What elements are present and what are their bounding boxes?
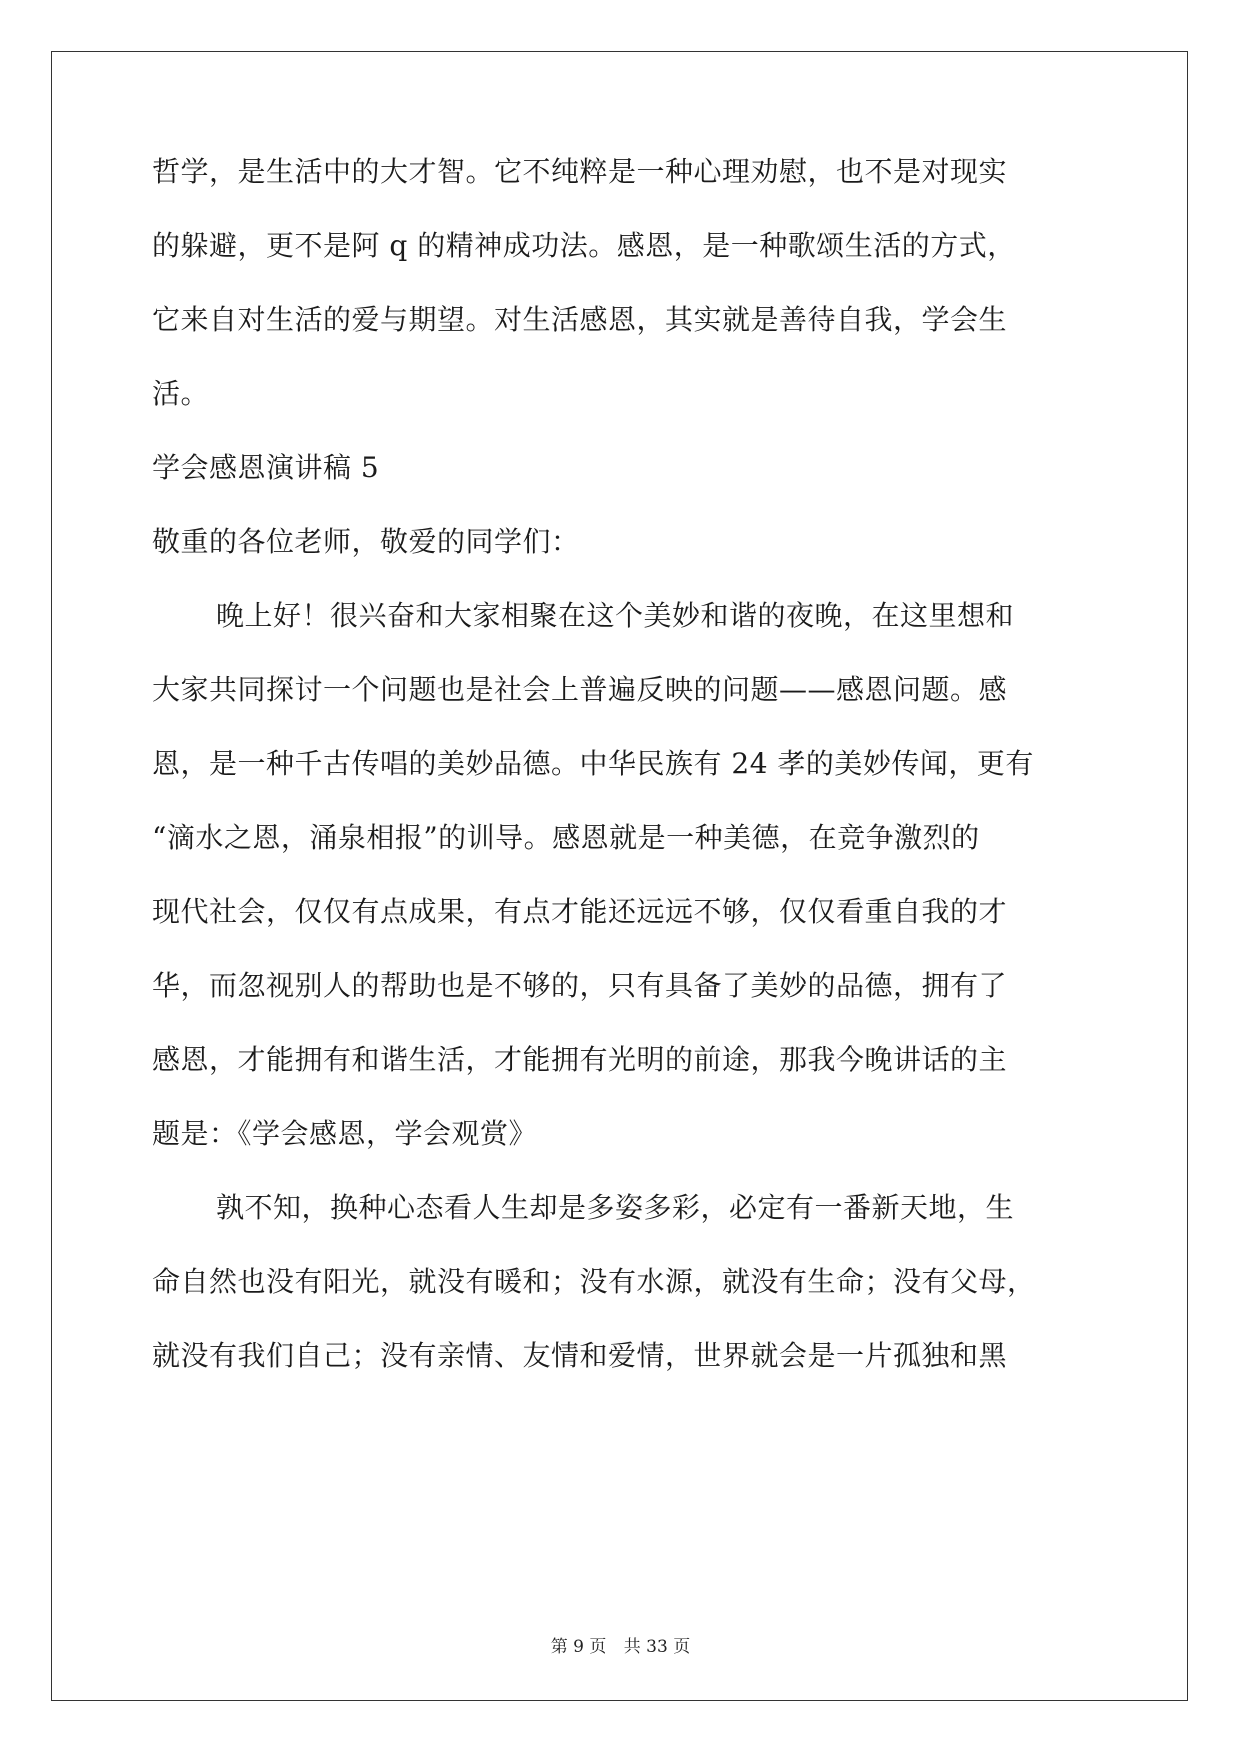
text-line: 恩，是一种千古传唱的美妙品德。中华民族有 24 孝的美妙传闻，更有 — [152, 747, 1034, 780]
text-line: 现代社会，仅仅有点成果，有点才能还远远不够，仅仅看重自我的才 — [152, 895, 1008, 928]
text-line: 哲学，是生活中的大才智。它不纯粹是一种心理劝慰，也不是对现实 — [152, 155, 1008, 188]
page-footer — [0, 1637, 1241, 1657]
text-line: 活。 — [152, 377, 210, 410]
text-line: “滴水之恩，涌泉相报”的训导。感恩就是一种美德，在竞争激烈的 — [152, 821, 980, 854]
text-line: 命自然也没有阳光，就没有暖和；没有水源，就没有生命；没有父母， — [152, 1265, 1036, 1298]
page-border — [51, 51, 1188, 1701]
text-line: 就没有我们自己；没有亲情、友情和爱情，世界就会是一片孤独和黑 — [152, 1339, 1008, 1372]
text-line: 感恩，才能拥有和谐生活，才能拥有光明的前途，那我今晚讲话的主 — [152, 1043, 1008, 1076]
text-line: 孰不知，换种心态看人生却是多姿多彩，必定有一番新天地，生 — [216, 1191, 1015, 1224]
section-heading: 学会感恩演讲稿 5 — [152, 451, 380, 484]
page-number-current: 第 9 页 — [550, 1637, 607, 1657]
text-line: 题是：《学会感恩，学会观赏》 — [152, 1117, 538, 1150]
text-line: 晚上好！很兴奋和大家相聚在这个美妙和谐的夜晚，在这里想和 — [216, 599, 1015, 632]
text-line: 大家共同探讨一个问题也是社会上普遍反映的问题——感恩问题。感 — [152, 673, 1008, 706]
salutation: 敬重的各位老师，敬爱的同学们： — [152, 525, 580, 558]
text-line: 它来自对生活的爱与期望。对生活感恩，其实就是善待自我，学会生 — [152, 303, 1008, 336]
text-line: 华，而忽视别人的帮助也是不够的，只有具备了美妙的品德，拥有了 — [152, 969, 1008, 1002]
page-number-total: 共 33 页 — [623, 1637, 691, 1657]
text-line: 的躲避，更不是阿 q 的精神成功法。感恩，是一种歌颂生活的方式， — [152, 229, 1016, 262]
